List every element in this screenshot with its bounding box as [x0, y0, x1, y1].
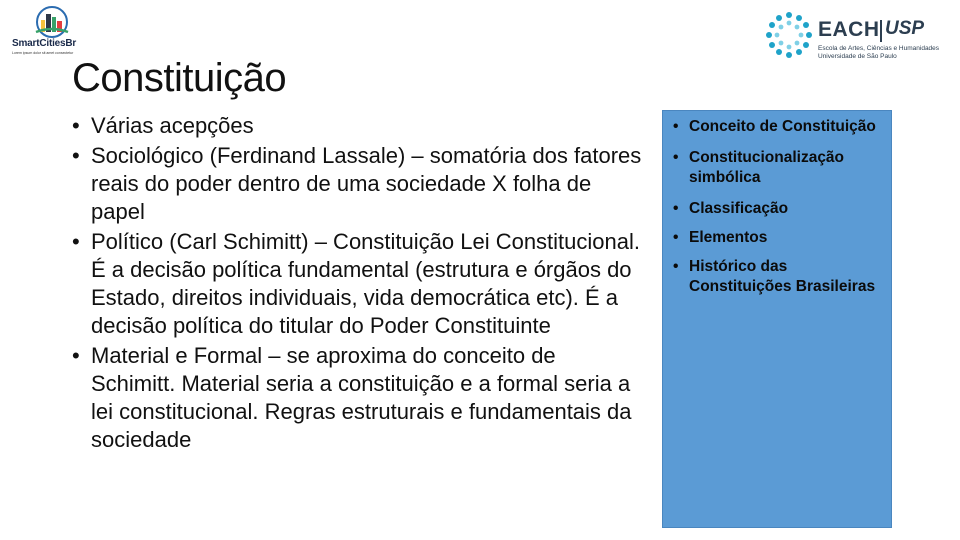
slide-title: Constituição [72, 56, 287, 100]
topic-item: • Elementos [673, 228, 885, 248]
each-subtitle-2: Universidade de São Paulo [818, 53, 897, 60]
usp-title: USP [885, 18, 925, 39]
main-bullet: • Material e Formal – se aproxima do conceito de Schimitt. Material seria a constituição e a formal seria a lei constitucional. Regras estruturais e fundamentais da sociedade [72, 342, 642, 454]
smartcities-name: SmartCitiesBr [12, 38, 77, 49]
smartcities-tagline: Lorem ipsum dolor sit amet consectetur [12, 51, 74, 55]
topics-box [662, 110, 892, 528]
topic-item: • Constitucionalização simbólica [673, 148, 885, 188]
topic-item: • Classificação [673, 199, 885, 219]
topic-item: • Conceito de Constituição [673, 117, 885, 137]
each-subtitle-1: Escola de Artes, Ciências e Humanidades [818, 45, 940, 52]
each-usp-logo [762, 8, 952, 64]
topic-item: • Histórico das Constituições Brasileiras [673, 257, 885, 297]
smartcities-logo [10, 6, 92, 54]
each-title: EACH [818, 18, 880, 41]
main-bullet-list [72, 112, 642, 456]
each-ring-icon [764, 10, 814, 60]
logo-divider [880, 20, 882, 42]
city-skyline-icon [32, 6, 72, 38]
topics-list [673, 117, 885, 308]
main-bullet: • Político (Carl Schimitt) – Constituição Lei Constitucional. É a decisão política fundamental (estrutura e órgãos do Estado, direitos individuais, vida democrática etc). É a decisão política do titular do Poder Constituinte [72, 228, 642, 340]
main-bullet: • Várias acepções [72, 112, 642, 140]
main-bullet: • Sociológico (Ferdinand Lassale) – somatória dos fatores reais do poder dentro de uma sociedade X folha de papel [72, 142, 642, 226]
